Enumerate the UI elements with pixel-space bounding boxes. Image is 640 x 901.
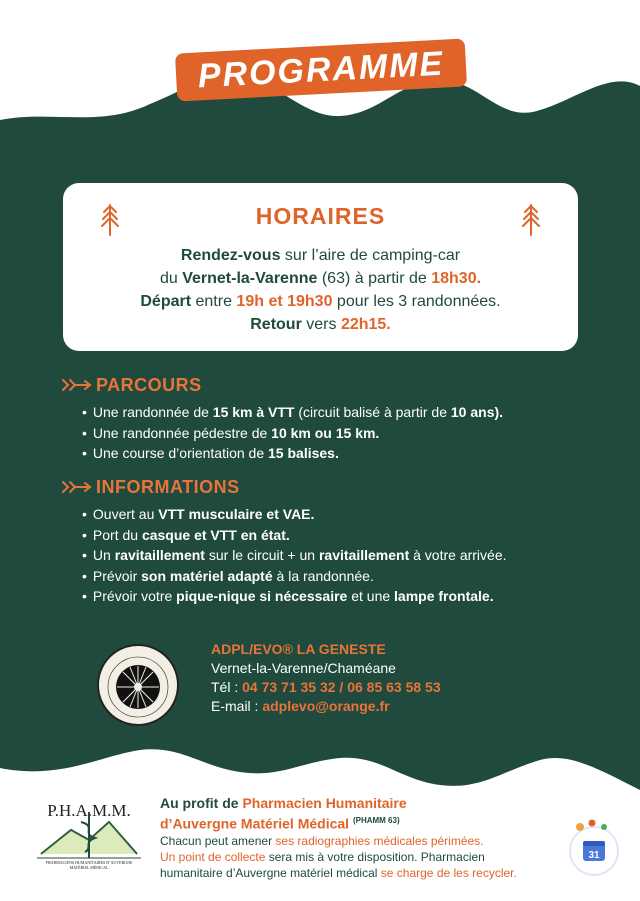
informations-item: • Ouvert au VTT musculaire et VAE. <box>82 504 507 525</box>
parcours-heading <box>60 374 503 396</box>
contact-block <box>211 640 441 716</box>
phamm-line: d’Auvergne Matériel Médical $^{(PHAMM 63)}$ <box>160 815 400 832</box>
phamm-line: humanitaire d’Auvergne matériel médical se charge de les recycler. <box>160 865 517 880</box>
horaires-text <box>63 244 578 336</box>
double-arrow-icon <box>60 378 92 392</box>
double-arrow-icon <box>60 480 92 494</box>
phamm-line: Chacun peut amener ses radiographies médicales périmées. <box>160 833 484 848</box>
phamm-logo-sub1: PHARMACIENS HUMANITAIRES D’AUVERGNE <box>45 860 133 865</box>
phamm-line: Au profit de Pharmacien Humanitaire <box>160 795 407 811</box>
horaires-line: du Vernet-la-Varenne (63) à partir de 18h30. <box>159 270 482 287</box>
horaires-line: Retour vers 22h15. <box>250 316 391 333</box>
email-link[interactable]: adplevo@orange.fr <box>262 698 390 714</box>
phamm-logo <box>33 792 145 872</box>
parcours-title: PARCOURS <box>96 374 202 395</box>
adpl-logo <box>96 643 180 727</box>
parcours-item: • Une randonnée pédestre de 10 km ou 15 km. <box>82 423 503 444</box>
informations-item: • Un ravitaillement sur le circuit + un ravitaillement à votre arrivée. <box>82 545 507 566</box>
phamm-logo-sub2: MATÉRIEL MÉDICAL <box>69 865 109 870</box>
calendar-icon[interactable] <box>566 817 622 877</box>
horaires-line: Départ entre 19h et 19h30 pour les 3 randonnées. <box>140 293 501 310</box>
contact-org: ADPL/EVO® LA GENESTE <box>211 641 386 657</box>
informations-item: • Prévoir son matériel adapté à la randonnée. <box>82 566 507 587</box>
parcours-item: • Une course d’orientation de 15 balises. <box>82 443 503 464</box>
horaires-title: HORAIRES <box>255 203 386 229</box>
parcours-list <box>82 402 503 464</box>
calendar-day: 31 <box>588 850 600 861</box>
phamm-line: Un point de collecte sera mis à votre disposition. Pharmacien <box>160 849 485 864</box>
banner-title: PROGRAMME <box>196 44 446 95</box>
informations-list <box>82 504 507 607</box>
phamm-text <box>160 795 580 881</box>
parcours-section <box>60 374 503 464</box>
contact-email: E-mail : adplevo@orange.fr <box>211 698 390 714</box>
informations-item: • Prévoir votre pique-nique si nécessaire et une lampe frontale. <box>82 586 507 607</box>
informations-title: INFORMATIONS <box>96 476 240 497</box>
informations-item: • Port du casque et VTT en état. <box>82 525 507 546</box>
horaires-line: Rendez-vous sur l’aire de camping-car <box>180 247 461 264</box>
horaires-card <box>63 183 578 351</box>
informations-section <box>60 476 507 607</box>
contact-phone: Tél : 04 73 71 35 32 / 06 85 63 58 53 <box>211 679 441 695</box>
informations-heading <box>60 476 507 498</box>
phamm-logo-letters: P.H.A.M.M. <box>47 801 131 820</box>
parcours-item: • Une randonnée de 15 km à VTT (circuit balisé à partir de 10 ans). <box>82 402 503 423</box>
contact-place: Vernet-la-Varenne/Chaméane <box>211 660 396 676</box>
